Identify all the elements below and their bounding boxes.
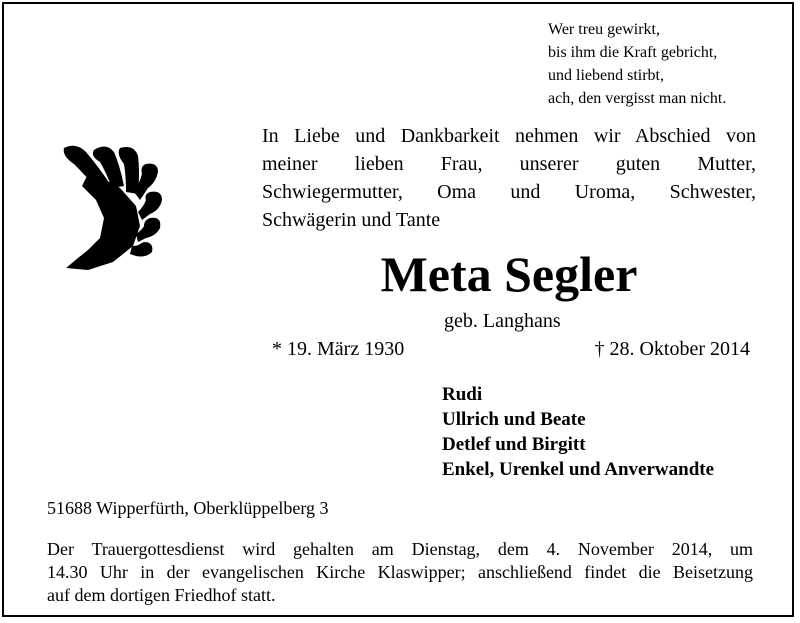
intro-line: meiner lieben Frau, unserer guten Mutter,: [262, 153, 756, 175]
mourner-entry: Detlef und Birgitt: [442, 434, 586, 455]
death-date: † 28. Oktober 2014: [594, 338, 750, 360]
poem-line: ach, den vergisst man nicht.: [548, 90, 727, 107]
mourners-list: [442, 382, 714, 482]
mourner-entry: Enkel, Urenkel und Anverwandte: [442, 459, 715, 480]
deceased-name: Meta Segler: [380, 246, 638, 302]
hand-silhouette-icon: [58, 138, 170, 272]
poem-line: bis ihm die Kraft gebricht,: [548, 44, 718, 61]
poem-line: und liebend stirbt,: [548, 67, 664, 84]
service-info: [47, 538, 753, 607]
intro-line: Schwiegermutter, Oma und Uroma, Schwester,: [262, 181, 756, 203]
mourner-entry: Ullrich und Beate: [442, 409, 586, 430]
poem-verse: [548, 18, 726, 110]
service-line: 14.30 Uhr in der evangelischen Kirche Klaswipper; anschließend findet die Beisetzung: [47, 562, 753, 582]
poem-line: Wer treu gewirkt,: [548, 21, 660, 38]
service-line: Der Trauergottesdienst wird gehalten am Dienstag, dem 4. November 2014, um: [47, 539, 753, 559]
service-line: auf dem dortigen Friedhof statt.: [47, 585, 276, 605]
intro-text: [262, 122, 756, 234]
maiden-name: geb. Langhans: [444, 310, 561, 332]
mourner-entry: Rudi: [442, 384, 483, 405]
intro-line: Schwägerin und Tante: [262, 209, 441, 231]
intro-line: In Liebe und Dankbarkeit nehmen wir Abschied von: [262, 125, 756, 147]
birth-date: * 19. März 1930: [272, 338, 405, 360]
family-address: 51688 Wipperfürth, Oberklüppelberg 3: [47, 498, 329, 518]
